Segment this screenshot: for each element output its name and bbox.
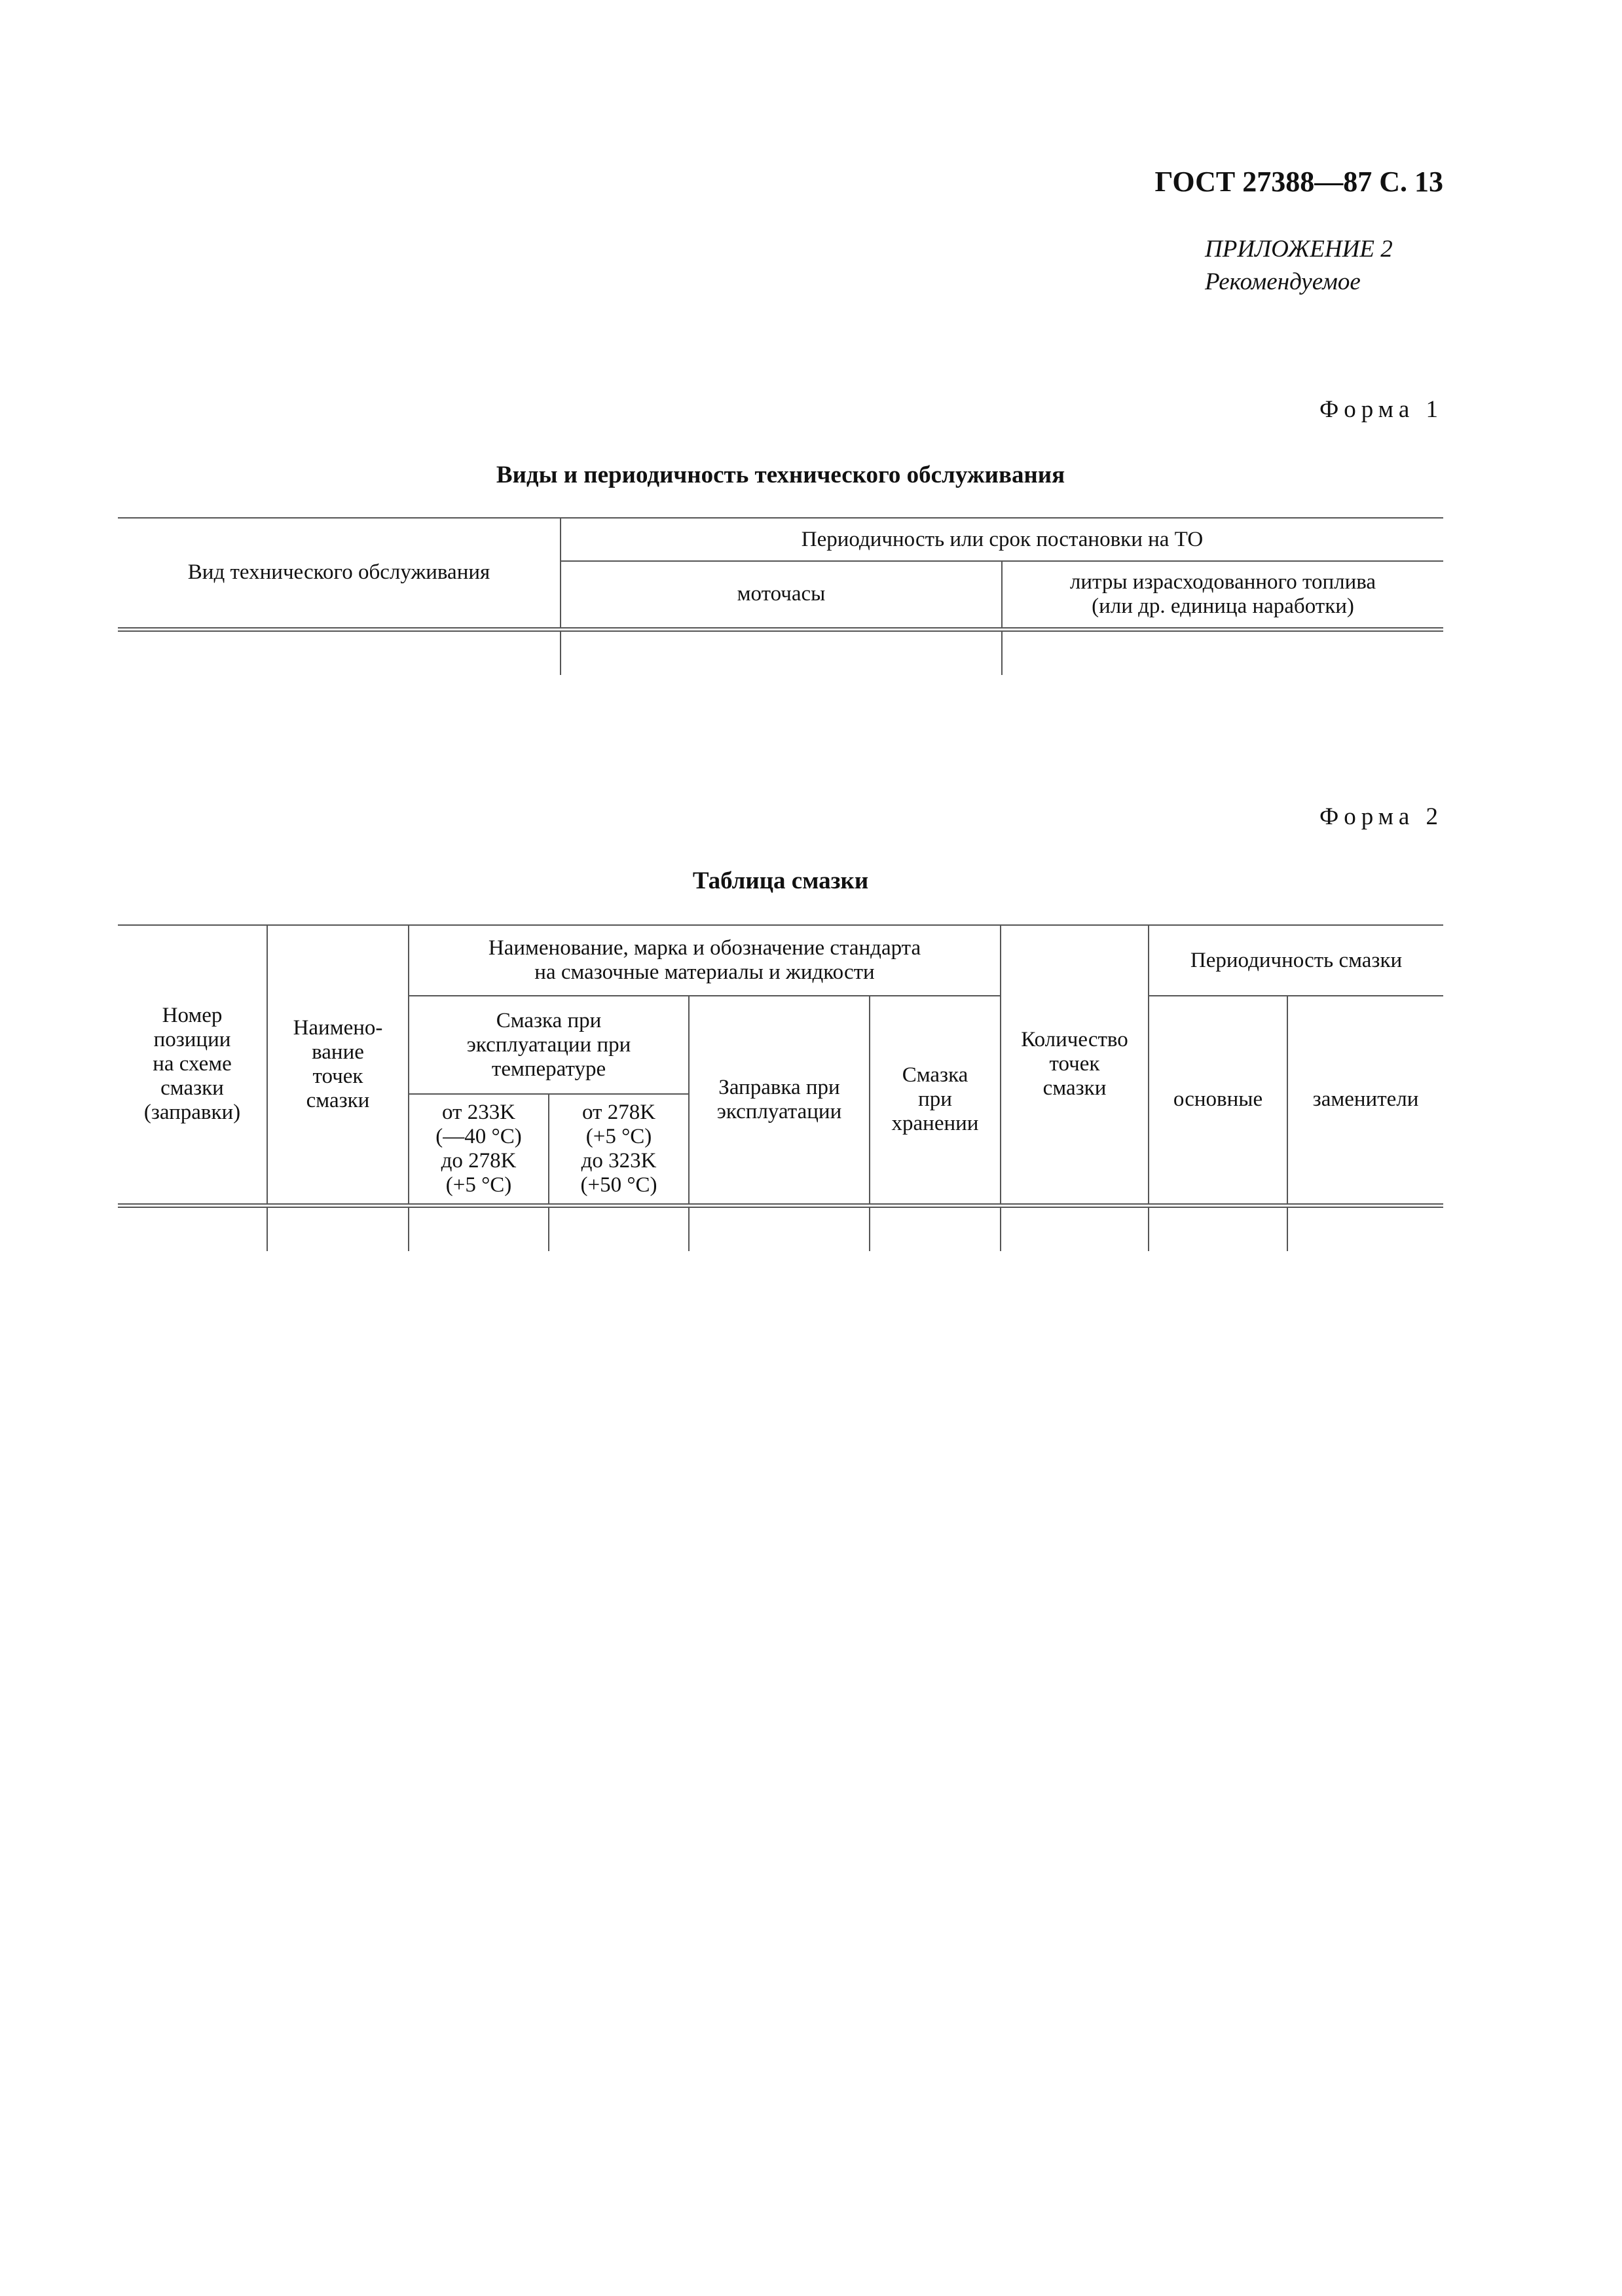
form2-table [118, 924, 1443, 1251]
text-line: от 278K [581, 1100, 656, 1124]
text-line: Смазка [902, 1063, 968, 1087]
form2-col-storage [870, 996, 1001, 1205]
text-line: от 233K [441, 1100, 516, 1124]
form1-col-hours: моточасы [561, 561, 1002, 629]
form2-col-name [267, 925, 409, 1205]
form2-col-refill [689, 996, 870, 1205]
form1-col-fuel-line1: литры израсходованного топлива [1069, 570, 1376, 594]
form2-label: Форма 2 [1319, 803, 1443, 830]
form1-blank-cell [118, 629, 561, 675]
form2-blank-cell [409, 1205, 549, 1251]
form2-blank-cell [1287, 1205, 1443, 1251]
text-line: Заправка при [718, 1075, 840, 1099]
form1-col-period: Периодичность или срок постановки на ТО [561, 518, 1443, 561]
text-line: при [918, 1087, 952, 1112]
text-line: Смазка при [496, 1008, 602, 1032]
form2-blank-cell [267, 1205, 409, 1251]
form2-col-temp2 [549, 1094, 689, 1205]
text-line: на смазочные материалы и жидкости [534, 960, 875, 984]
form2-title: Таблица смазки [692, 867, 869, 894]
text-line: (+5 °C) [585, 1124, 652, 1148]
text-line: хранении [891, 1112, 979, 1136]
form1-col-fuel [1002, 561, 1443, 629]
form2-blank-cell [1001, 1205, 1149, 1251]
form2-blank-cell [1149, 1205, 1287, 1251]
form1-blank-cell [561, 629, 1002, 675]
form2-col-count [1001, 925, 1149, 1205]
form1-col-fuel-line2: (или др. единица наработки) [1092, 594, 1354, 618]
form2-col-main: основные [1149, 996, 1287, 1205]
form1-blank-cell [1002, 629, 1443, 675]
text-line: точек [312, 1064, 363, 1088]
form1-title: Виды и периодичность технического обслуживания [496, 462, 1065, 488]
text-line: (заправки) [143, 1101, 241, 1125]
text-line: смазки [306, 1088, 370, 1112]
form1-col-type: Вид технического обслуживания [118, 518, 561, 629]
form2-blank-cell [549, 1205, 689, 1251]
form2-col-substitutes: заменители [1287, 996, 1443, 1205]
form2-col-periodicity: Периодичность смазки [1149, 925, 1443, 996]
text-line: температуре [491, 1057, 606, 1081]
text-line: (—40 °C) [435, 1124, 522, 1148]
text-line: смазки [160, 1076, 224, 1101]
text-line: до 323K [581, 1148, 657, 1173]
text-line: (+5 °C) [445, 1173, 512, 1197]
text-line: на схеме [153, 1052, 232, 1076]
text-line: эксплуатации [716, 1099, 842, 1123]
text-line: Номер [162, 1004, 223, 1028]
form1-table [118, 517, 1443, 675]
text-line: смазки [1042, 1076, 1107, 1101]
text-line: позиции [153, 1028, 231, 1052]
standard-header: ГОСТ 27388—87 С. 13 [1154, 166, 1443, 198]
appendix-status: Рекомендуемое [1205, 268, 1361, 295]
form2-col-temp1 [409, 1094, 549, 1205]
text-line: до 278K [441, 1148, 517, 1173]
text-line: эксплуатации при [466, 1032, 631, 1057]
form2-blank-cell [118, 1205, 267, 1251]
text-line: Наименование, марка и обозначение стандарта [488, 936, 921, 960]
form2-col-lube-temp [409, 996, 689, 1094]
text-line: Количество [1021, 1028, 1128, 1052]
text-line: (+50 °C) [580, 1173, 657, 1197]
text-line: Наимено- [293, 1015, 383, 1040]
form2-col-materials [409, 925, 1001, 996]
appendix-block [1205, 233, 1393, 299]
form2-blank-cell [870, 1205, 1001, 1251]
form2-col-position [118, 925, 267, 1205]
form2-blank-cell [689, 1205, 870, 1251]
form1-label: Форма 1 [1319, 396, 1443, 423]
text-line: вание [312, 1040, 364, 1064]
text-line: точек [1049, 1052, 1100, 1076]
appendix-title: ПРИЛОЖЕНИЕ 2 [1205, 236, 1393, 263]
